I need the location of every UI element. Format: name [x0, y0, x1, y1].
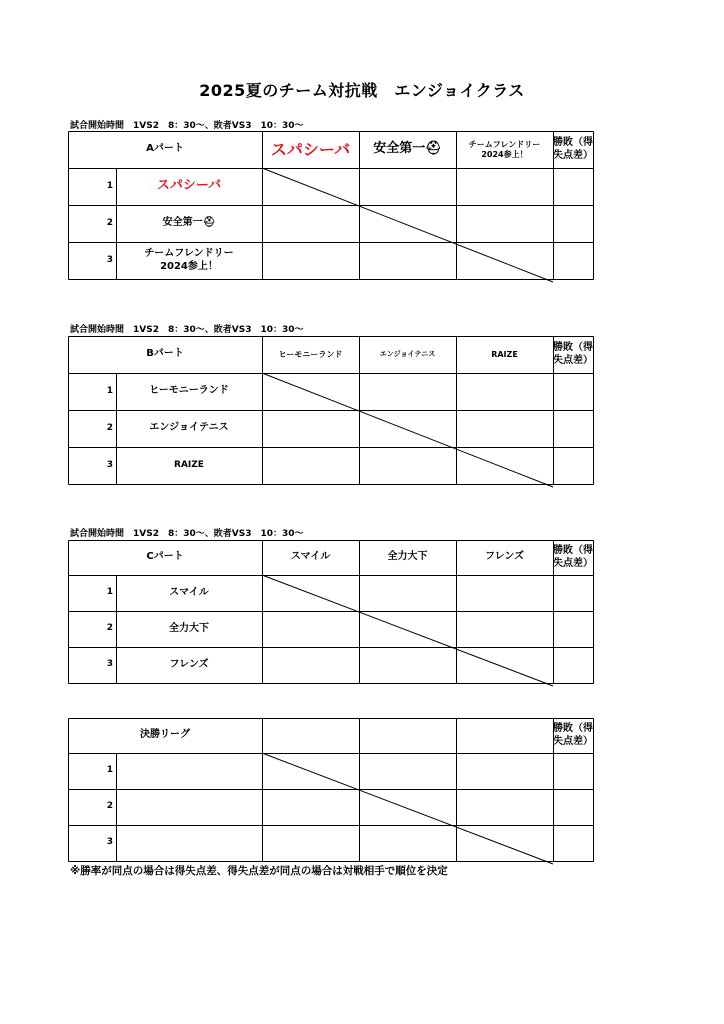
header-team-2: 安全第一⛑ — [373, 141, 442, 157]
score-cell — [262, 447, 359, 484]
score-cell — [359, 242, 456, 279]
score-cell — [456, 647, 553, 683]
header-team-2 — [359, 718, 456, 753]
header-team-2: 全力大下 — [387, 551, 428, 563]
score-cell — [262, 825, 359, 861]
result-cell — [553, 205, 593, 242]
score-cell — [359, 611, 456, 647]
header-team-2: エンジョイテニス — [379, 350, 436, 359]
part-label: Aパート — [146, 143, 184, 155]
score-cell — [359, 410, 456, 447]
score-cell — [262, 647, 359, 683]
result-header: 勝敗（得失点差） — [553, 137, 593, 161]
row-number: 3 — [106, 837, 113, 848]
bracket-table-1 — [68, 131, 593, 279]
header-team-1: ヒーモニーランド — [278, 349, 343, 359]
bracket-table-3 — [68, 540, 593, 683]
row-number: 1 — [106, 765, 113, 776]
row-number: 3 — [106, 659, 113, 670]
score-cell — [262, 373, 359, 410]
bracket-table-2 — [68, 336, 593, 484]
row-team-name: スパシーバ — [156, 178, 222, 194]
footnote: ※勝率が同点の場合は得失点差、得失点差が同点の場合は対戦相手で順位を決定 — [70, 865, 448, 877]
row-number: 3 — [106, 459, 113, 470]
result-header: 勝敗（得失点差） — [553, 723, 593, 747]
row-number: 3 — [106, 254, 113, 265]
score-cell — [359, 789, 456, 825]
header-team-3: RAIZE — [491, 349, 518, 359]
header-team-1: スマイル — [290, 551, 331, 563]
score-cell — [262, 789, 359, 825]
row-number: 2 — [106, 422, 113, 433]
score-cell — [359, 205, 456, 242]
score-cell — [456, 825, 553, 861]
score-cell — [359, 575, 456, 611]
row-number: 1 — [106, 587, 113, 598]
part-label: Bパート — [146, 348, 184, 360]
row-number: 1 — [106, 180, 113, 191]
row-team-name: フレンズ — [169, 658, 209, 670]
score-cell — [262, 611, 359, 647]
score-cell — [456, 447, 553, 484]
score-cell — [456, 168, 553, 205]
row-team-name: エンジョイテニス — [149, 422, 229, 434]
score-cell — [262, 575, 359, 611]
result-cell — [553, 753, 593, 789]
row-team-name: ヒーモニーランド — [149, 385, 229, 397]
row-team-name: チームフレンドリー 2024参上！ — [144, 248, 234, 272]
page-title: 2025夏のチーム対抗戦 エンジョイクラス — [199, 81, 525, 100]
score-cell — [262, 205, 359, 242]
result-cell — [553, 168, 593, 205]
row-number: 2 — [106, 801, 113, 812]
header-team-3 — [456, 718, 553, 753]
score-cell — [456, 611, 553, 647]
row-number: 2 — [106, 217, 113, 228]
score-cell — [262, 242, 359, 279]
result-cell — [553, 242, 593, 279]
bracket-table-4 — [68, 718, 593, 861]
row-number: 1 — [106, 385, 113, 396]
header-team-3: チームフレンドリー 2024参上！ — [468, 139, 541, 159]
row-team-name: スマイル — [169, 586, 209, 598]
row-team-name: 全力大下 — [169, 622, 209, 634]
score-cell — [262, 168, 359, 205]
score-cell — [359, 373, 456, 410]
result-cell — [553, 611, 593, 647]
header-team-1 — [262, 718, 359, 753]
row-team-name: RAIZE — [174, 459, 204, 470]
score-cell — [456, 789, 553, 825]
result-header: 勝敗（得失点差） — [553, 545, 593, 569]
result-cell — [553, 647, 593, 683]
score-cell — [359, 447, 456, 484]
score-cell — [359, 168, 456, 205]
score-cell — [359, 647, 456, 683]
header-team-3: フレンズ — [484, 551, 525, 563]
row-team-name — [116, 825, 262, 861]
block-caption: 試合開始時間 1VS2 8：30〜、敗者VS3 10：30〜 — [70, 529, 304, 539]
score-cell — [456, 575, 553, 611]
score-cell — [456, 205, 553, 242]
score-cell — [359, 753, 456, 789]
result-cell — [553, 410, 593, 447]
score-cell — [456, 410, 553, 447]
header-team-1: スパシーバ — [270, 139, 351, 159]
score-cell — [262, 753, 359, 789]
result-cell — [553, 825, 593, 861]
score-cell — [262, 410, 359, 447]
score-cell — [359, 825, 456, 861]
result-cell — [553, 575, 593, 611]
result-cell — [553, 373, 593, 410]
part-label: Cパート — [146, 551, 184, 563]
result-cell — [553, 447, 593, 484]
result-cell — [553, 789, 593, 825]
result-header: 勝敗（得失点差） — [553, 342, 593, 366]
row-team-name: 安全第一⛑ — [162, 217, 216, 229]
block-caption: 試合開始時間 1VS2 8：30〜、敗者VS3 10：30〜 — [70, 121, 304, 131]
score-cell — [456, 753, 553, 789]
row-number: 2 — [106, 623, 113, 634]
score-cell — [456, 242, 553, 279]
row-team-name — [116, 753, 262, 789]
block-caption: 試合開始時間 1VS2 8：30〜、敗者VS3 10：30〜 — [70, 325, 304, 335]
row-team-name — [116, 789, 262, 825]
score-cell — [456, 373, 553, 410]
part-label: 決勝リーグ — [140, 729, 190, 741]
